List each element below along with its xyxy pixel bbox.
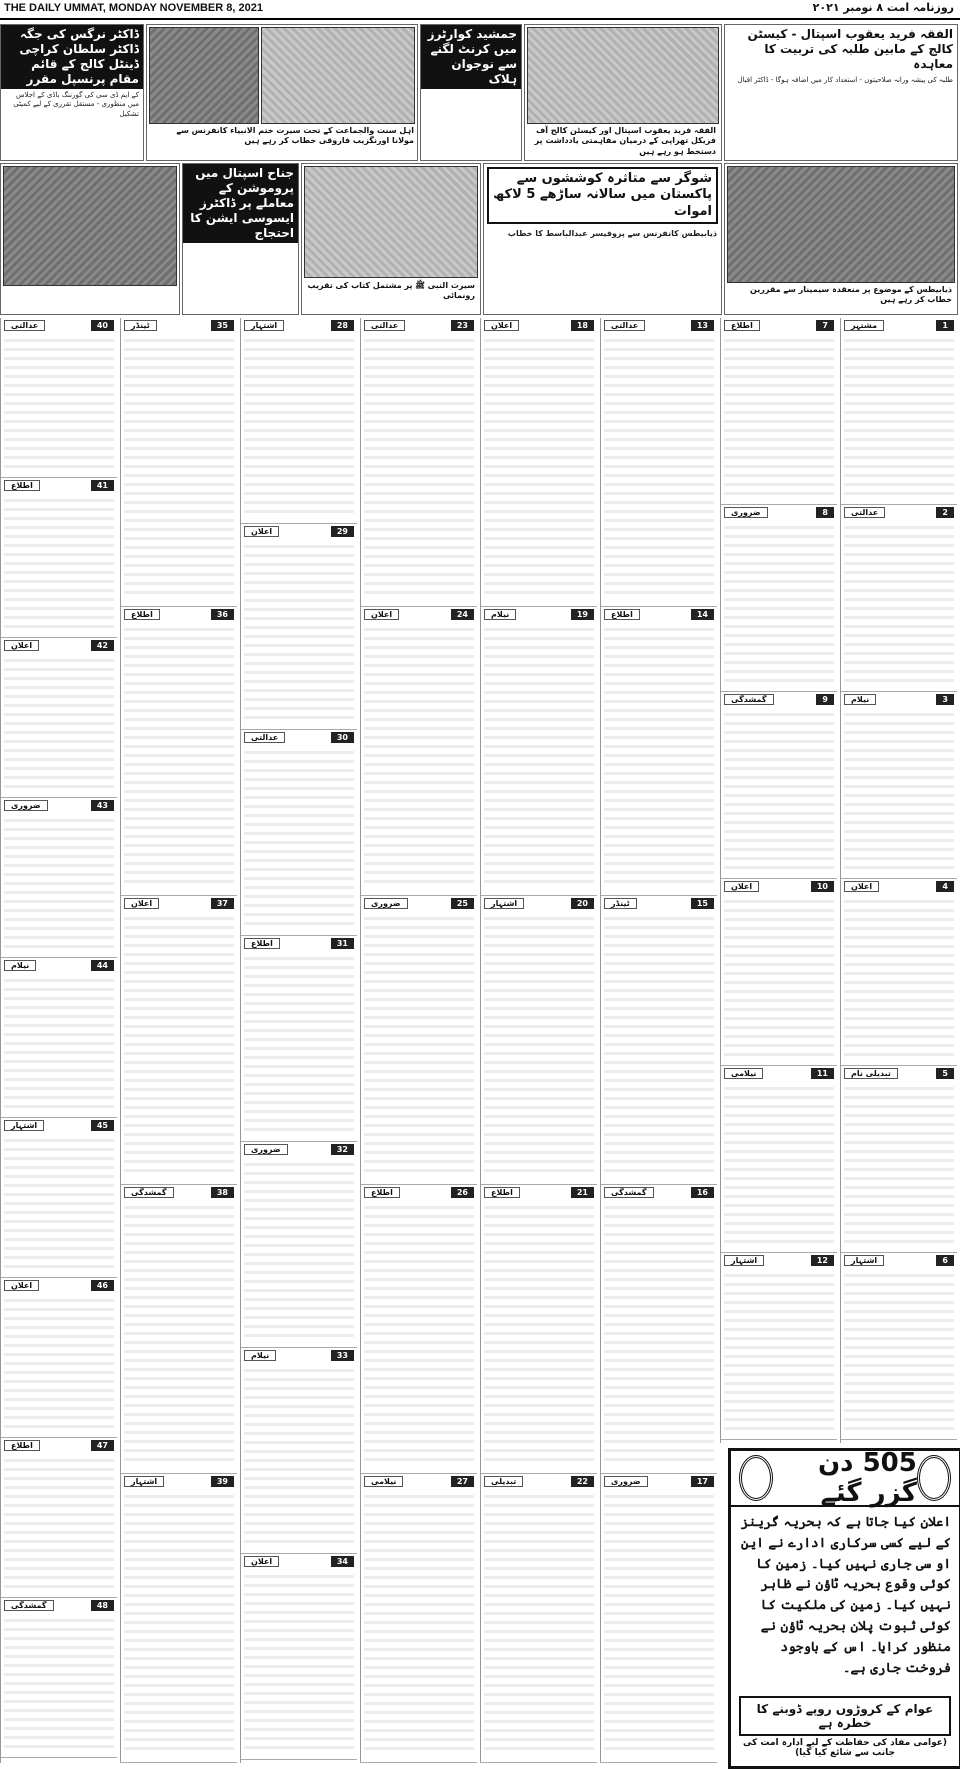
notice-item xyxy=(481,896,597,1185)
notice-body xyxy=(364,622,474,889)
notice-item xyxy=(841,1066,957,1253)
notice-header xyxy=(4,1280,114,1291)
notice-number: 19 xyxy=(571,609,594,620)
notice-item xyxy=(601,1474,717,1763)
notice-body xyxy=(844,894,954,1059)
feature-seminar-caption: ذیابیطس کے موضوع پر منعقدہ سیمینار سے مقررین خطاب کر رہے ہیں xyxy=(727,284,955,307)
notice-header xyxy=(244,732,354,743)
notice-body xyxy=(244,745,354,929)
notice-column xyxy=(720,318,837,1443)
notice-column xyxy=(600,318,717,1763)
notice-number: 37 xyxy=(211,898,234,909)
notice-number: 32 xyxy=(331,1144,354,1155)
notice-number: 6 xyxy=(936,1255,954,1266)
notice-number: 13 xyxy=(691,320,714,331)
notice-number: 33 xyxy=(331,1350,354,1361)
notice-item xyxy=(841,879,957,1066)
feature-diabetes xyxy=(483,163,722,315)
notice-header xyxy=(4,1600,114,1611)
feature-protest xyxy=(0,163,180,315)
notice-body xyxy=(124,1489,234,1756)
notice-title: اطلاع xyxy=(484,1187,520,1198)
notice-number: 39 xyxy=(211,1476,234,1487)
notice-header xyxy=(244,1350,354,1361)
notice-number: 43 xyxy=(91,800,114,811)
notice-header xyxy=(604,1187,714,1198)
notice-number: 16 xyxy=(691,1187,714,1198)
notice-column xyxy=(240,318,357,1763)
notice-title: نیلام xyxy=(244,1350,276,1361)
notice-body xyxy=(124,911,234,1178)
notice-body xyxy=(244,1363,354,1547)
notice-header xyxy=(4,480,114,491)
notice-number: 28 xyxy=(331,320,354,331)
notice-505-header xyxy=(731,1448,959,1508)
notice-header xyxy=(4,1120,114,1131)
notice-505-footer: عوام کے کروڑوں روپے ڈوبنے کا خطرہ ہے xyxy=(739,1696,951,1736)
notice-505-body: اعلان کیا جاتا ہے کہ بحریہ گرینز کے لیے کسی سرکاری ادارے نے این او سی جاری نہیں کیا۔ زمین کا کوئی وقوع بحریہ ٹاؤن نے ظاہر نہیں کیا۔ زمین کی ملکیت کا کوئی ثبوت پلان بحریہ ٹاؤن نے منظور کرایا۔ اس کے باوجود فروخت جاری ہے۔ xyxy=(741,1515,951,1676)
notice-item xyxy=(361,1474,477,1763)
notice-body xyxy=(844,520,954,685)
notice-number: 40 xyxy=(91,320,114,331)
feature-seerat xyxy=(146,24,418,161)
notice-number: 47 xyxy=(91,1440,114,1451)
notice-body xyxy=(364,333,474,600)
notice-body xyxy=(4,1293,114,1431)
notice-title: گمشدگی xyxy=(124,1187,174,1198)
notice-title: اشتہار xyxy=(844,1255,884,1266)
notice-header xyxy=(124,1476,234,1487)
notice-header xyxy=(604,320,714,331)
notice-header xyxy=(844,1068,954,1079)
notice-body xyxy=(484,1200,594,1467)
notice-item xyxy=(1,318,117,478)
notice-item xyxy=(721,1253,837,1440)
notice-column xyxy=(0,318,117,1763)
notice-item xyxy=(721,879,837,1066)
notice-title: مشتہر xyxy=(844,320,884,331)
notice-item xyxy=(121,1474,237,1763)
notice-number: 3 xyxy=(936,694,954,705)
notice-item xyxy=(481,318,597,607)
notice-number: 44 xyxy=(91,960,114,971)
notice-header xyxy=(244,938,354,949)
feature-agreement xyxy=(724,24,958,161)
notice-item xyxy=(841,505,957,692)
notice-title: اعلان xyxy=(484,320,519,331)
notice-number: 9 xyxy=(816,694,834,705)
notice-body xyxy=(364,911,474,1178)
photo-seminar xyxy=(727,166,955,283)
notice-number: 17 xyxy=(691,1476,714,1487)
notice-header xyxy=(844,320,954,331)
notice-body xyxy=(244,539,354,723)
notice-number: 24 xyxy=(451,609,474,620)
notice-title: اشتہار xyxy=(484,898,524,909)
notice-item xyxy=(241,730,357,936)
notice-column xyxy=(840,318,957,1443)
notice-body xyxy=(724,707,834,872)
notice-item xyxy=(361,607,477,896)
notice-title: اعلان xyxy=(244,526,279,537)
notice-header xyxy=(484,898,594,909)
notice-body xyxy=(604,1200,714,1467)
notice-header xyxy=(4,320,114,331)
notice-item xyxy=(601,1185,717,1474)
notice-header xyxy=(724,881,834,892)
notice-number: 29 xyxy=(331,526,354,537)
feature-book xyxy=(301,163,481,315)
feature-mou-caption: الفقہ فرید یعقوب اسپتال اور کیسٹن کالج آف فزیکل تھراپی کے درمیان مفاہمتی یادداشت پر دستخط ہو رہے ہیں xyxy=(527,125,719,158)
notice-title: اطلاع xyxy=(364,1187,400,1198)
notice-header xyxy=(364,898,474,909)
notice-item xyxy=(601,607,717,896)
feature-principal-headline: ڈاکٹر نرگس کی جگہ ڈاکٹر سلطان کراچی ڈینٹل کالج کے قائم مقام پرنسپل مقرر xyxy=(1,25,143,89)
notice-title: عدالتی xyxy=(244,732,285,743)
notice-item xyxy=(721,318,837,505)
notice-title: اعلان xyxy=(844,881,879,892)
notice-title: اعلان xyxy=(124,898,159,909)
notice-title: اطلاع xyxy=(4,1440,40,1451)
notice-item xyxy=(481,1474,597,1763)
notice-header xyxy=(364,1476,474,1487)
notice-header xyxy=(724,320,834,331)
notice-body xyxy=(4,973,114,1111)
notice-title: اطلاع xyxy=(604,609,640,620)
notice-body xyxy=(124,622,234,889)
notice-body xyxy=(124,1200,234,1467)
notice-505-title: 505 دن گزر گئے xyxy=(817,1448,917,1508)
notice-item xyxy=(721,1066,837,1253)
notice-item xyxy=(1,1438,117,1598)
notice-number: 27 xyxy=(451,1476,474,1487)
notice-title: گمشدگی xyxy=(4,1600,54,1611)
notice-number: 42 xyxy=(91,640,114,651)
notice-body xyxy=(4,813,114,951)
photo-signing xyxy=(527,27,719,124)
notice-body xyxy=(724,894,834,1059)
notice-header xyxy=(244,320,354,331)
notice-item xyxy=(721,692,837,879)
notice-title: عدالتی xyxy=(364,320,405,331)
notice-body xyxy=(364,1200,474,1467)
notice-body xyxy=(724,520,834,685)
notice-header xyxy=(124,898,234,909)
notice-item xyxy=(601,318,717,607)
notice-body xyxy=(4,1453,114,1591)
notice-body xyxy=(4,1133,114,1271)
feature-diabetes-headline: شوگر سے متاثرہ کوششوں سے پاکستان میں سالانہ ساڑھے 5 لاکھ اموات xyxy=(487,167,718,224)
notice-body xyxy=(604,911,714,1178)
notice-number: 34 xyxy=(331,1556,354,1567)
seal-icon xyxy=(739,1455,773,1501)
notice-title: نیلام xyxy=(484,609,516,620)
notice-item xyxy=(361,896,477,1185)
notice-item xyxy=(241,1554,357,1760)
notice-number: 20 xyxy=(571,898,594,909)
notice-title: ٹینڈر xyxy=(124,320,157,331)
notice-title: عدالتی xyxy=(604,320,645,331)
notice-number: 15 xyxy=(691,898,714,909)
notice-title: نیلامی xyxy=(724,1068,763,1079)
notice-title: ضروری xyxy=(604,1476,648,1487)
notice-item xyxy=(841,1253,957,1440)
feature-seerat-caption: اہل سنت والجماعت کے تحت سیرت ختم الانبیاء کانفرنس سے مولانا اورنگزیب فاروقی خطاب کر رہے ہیں xyxy=(149,125,417,148)
notice-number: 22 xyxy=(571,1476,594,1487)
notice-header xyxy=(244,526,354,537)
feature-book-caption: سیرت النبی ﷺ پر مشتمل کتاب کی تقریب رونمائی xyxy=(304,280,478,303)
notice-number: 35 xyxy=(211,320,234,331)
notice-column xyxy=(360,318,477,1763)
notice-number: 8 xyxy=(816,507,834,518)
notice-header xyxy=(124,1187,234,1198)
notice-number: 30 xyxy=(331,732,354,743)
notice-header xyxy=(4,1440,114,1451)
notice-number: 5 xyxy=(936,1068,954,1079)
notice-number: 4 xyxy=(936,881,954,892)
notice-title: عدالتی xyxy=(844,507,885,518)
notice-body xyxy=(4,493,114,631)
notice-header xyxy=(604,1476,714,1487)
notice-505-days xyxy=(728,1448,960,1769)
notice-header xyxy=(484,609,594,620)
notice-header xyxy=(724,694,834,705)
notice-number: 26 xyxy=(451,1187,474,1198)
notice-header xyxy=(844,881,954,892)
notice-title: تبدیلی نام xyxy=(844,1068,898,1079)
notice-number: 11 xyxy=(811,1068,834,1079)
notice-number: 36 xyxy=(211,609,234,620)
notice-title: ضروری xyxy=(244,1144,288,1155)
masthead-left: THE DAILY UMMAT, MONDAY NOVEMBER 8, 2021 xyxy=(4,2,263,14)
notice-column xyxy=(480,318,597,1763)
photo-speaker xyxy=(149,27,259,124)
notice-body xyxy=(244,1157,354,1341)
notice-title: اعلان xyxy=(724,881,759,892)
notice-item xyxy=(241,524,357,730)
notice-number: 21 xyxy=(571,1187,594,1198)
notice-title: اطلاع xyxy=(4,480,40,491)
notice-title: اطلاع xyxy=(124,609,160,620)
feature-current-headline: جمشید کوارٹرز میں کرنٹ لگنے سے نوجوان ہلاک xyxy=(421,25,521,89)
notice-title: اعلان xyxy=(364,609,399,620)
notice-header xyxy=(244,1144,354,1155)
notice-header xyxy=(244,1556,354,1567)
notice-item xyxy=(721,505,837,692)
feature-diabetes-sub: ذیابیطس کانفرنس سے پروفیسر عبدالباسط کا خطاب xyxy=(507,228,717,238)
notice-body xyxy=(724,1268,834,1433)
notice-number: 46 xyxy=(91,1280,114,1291)
notice-title: گمشدگی xyxy=(724,694,774,705)
notice-title: اعلان xyxy=(4,1280,39,1291)
notice-number: 31 xyxy=(331,938,354,949)
notice-item xyxy=(1,958,117,1118)
notice-body xyxy=(484,333,594,600)
notice-header xyxy=(4,960,114,971)
notice-header xyxy=(484,1187,594,1198)
notice-body xyxy=(244,1569,354,1753)
notice-header xyxy=(364,609,474,620)
notice-item xyxy=(841,692,957,879)
notice-505-source: (عوامی مفاد کی حفاظت کے لیے ادارہ امت کی جانب سے شائع کیا گیا) xyxy=(742,1738,948,1758)
notice-header xyxy=(844,694,954,705)
notice-header xyxy=(364,320,474,331)
notice-title: نیلامی xyxy=(364,1476,403,1487)
notice-number: 38 xyxy=(211,1187,234,1198)
notice-title: اعلان xyxy=(4,640,39,651)
notice-header xyxy=(724,507,834,518)
notice-item xyxy=(1,798,117,958)
notice-item xyxy=(1,638,117,798)
notice-body xyxy=(4,1613,114,1751)
notice-item xyxy=(841,318,957,505)
feature-principal xyxy=(0,24,144,161)
notice-item xyxy=(241,1142,357,1348)
notice-title: اشتہار xyxy=(724,1255,764,1266)
photo-protest xyxy=(3,166,177,286)
photo-book-launch xyxy=(304,166,478,278)
notice-body xyxy=(364,1489,474,1756)
notice-item xyxy=(361,318,477,607)
feature-current xyxy=(420,24,522,161)
notice-body xyxy=(244,951,354,1135)
notice-title: تبدیلی xyxy=(484,1476,523,1487)
notice-item xyxy=(241,318,357,524)
notice-body xyxy=(844,1268,954,1433)
notice-number: 48 xyxy=(91,1600,114,1611)
masthead xyxy=(0,0,960,20)
notice-title: اشتہار xyxy=(244,320,284,331)
notice-title: ٹینڈر xyxy=(604,898,637,909)
photo-crowd xyxy=(261,27,415,124)
notice-number: 12 xyxy=(811,1255,834,1266)
notice-header xyxy=(124,609,234,620)
notice-header xyxy=(364,1187,474,1198)
notice-body xyxy=(604,1489,714,1756)
notice-title: ضروری xyxy=(364,898,408,909)
notice-title: نیلام xyxy=(844,694,876,705)
notice-title: اطلاع xyxy=(244,938,280,949)
notice-header xyxy=(844,1255,954,1266)
notice-number: 18 xyxy=(571,320,594,331)
notice-header xyxy=(4,800,114,811)
notice-item xyxy=(241,1348,357,1554)
feature-agreement-headline: الفقہ فرید یعقوب اسپتال - کیسٹن کالج کے مابین طلبہ کی تربیت کا معاہدہ xyxy=(747,27,953,71)
notice-header xyxy=(484,1476,594,1487)
feature-mou xyxy=(524,24,722,161)
notice-body xyxy=(484,911,594,1178)
notice-body xyxy=(4,333,114,471)
notice-item xyxy=(1,1278,117,1438)
notice-item xyxy=(1,478,117,638)
notice-title: عدالتی xyxy=(4,320,45,331)
notice-header xyxy=(724,1068,834,1079)
notice-body xyxy=(484,1489,594,1756)
seal-icon xyxy=(917,1455,951,1501)
feature-principal-sub: کے ایم ڈی سی کی گورننگ باڈی کے اجلاس میں منظوری - مستقل تقرری کے لیے کمیٹی تشکیل xyxy=(13,91,139,118)
notice-item xyxy=(121,896,237,1185)
feature-seminar xyxy=(724,163,958,315)
notice-title: ضروری xyxy=(4,800,48,811)
notice-item xyxy=(121,318,237,607)
notice-item xyxy=(121,1185,237,1474)
feature-jinnah xyxy=(182,163,299,315)
notice-header xyxy=(724,1255,834,1266)
notice-title: نیلام xyxy=(4,960,36,971)
notice-item xyxy=(481,607,597,896)
notice-item xyxy=(601,896,717,1185)
notice-header xyxy=(484,320,594,331)
notice-number: 1 xyxy=(936,320,954,331)
feature-agreement-sub: طلبہ کی پیشہ ورانہ صلاحیتوں - استعداد کار میں اضافہ ہوگا - ڈاکٹر اقبال xyxy=(737,76,953,84)
notice-header xyxy=(844,507,954,518)
notice-item xyxy=(1,1118,117,1278)
masthead-right: روزنامہ امت ۸ نومبر ۲۰۲۱ xyxy=(812,1,954,14)
notice-item xyxy=(481,1185,597,1474)
notice-title: اشتہار xyxy=(124,1476,164,1487)
notice-item xyxy=(361,1185,477,1474)
notice-title: اشتہار xyxy=(4,1120,44,1131)
notice-body xyxy=(604,333,714,600)
notice-body xyxy=(4,653,114,791)
notice-header xyxy=(604,609,714,620)
notice-body xyxy=(844,707,954,872)
notice-number: 14 xyxy=(691,609,714,620)
feature-jinnah-headline: جناح اسپتال میں پروموشن کے معاملے پر ڈاکٹرز ایسوسی ایشن کا احتجاج xyxy=(183,164,298,243)
notice-body xyxy=(724,1081,834,1246)
notice-number: 7 xyxy=(816,320,834,331)
notice-number: 23 xyxy=(451,320,474,331)
notice-title: اعلان xyxy=(244,1556,279,1567)
notice-body xyxy=(724,333,834,498)
notice-body xyxy=(844,333,954,498)
notice-body xyxy=(844,1081,954,1246)
notice-item xyxy=(241,936,357,1142)
notice-number: 41 xyxy=(91,480,114,491)
notice-number: 10 xyxy=(811,881,834,892)
notice-body xyxy=(484,622,594,889)
notice-item xyxy=(1,1598,117,1758)
notice-body xyxy=(604,622,714,889)
notice-column xyxy=(120,318,237,1763)
notice-title: گمشدگی xyxy=(604,1187,654,1198)
notice-header xyxy=(4,640,114,651)
notice-body xyxy=(244,333,354,517)
notice-title: اطلاع xyxy=(724,320,760,331)
notice-number: 25 xyxy=(451,898,474,909)
notice-number: 2 xyxy=(936,507,954,518)
notice-title: ضروری xyxy=(724,507,768,518)
notice-number: 45 xyxy=(91,1120,114,1131)
notice-body xyxy=(124,333,234,600)
notice-header xyxy=(124,320,234,331)
notice-header xyxy=(604,898,714,909)
notice-item xyxy=(121,607,237,896)
